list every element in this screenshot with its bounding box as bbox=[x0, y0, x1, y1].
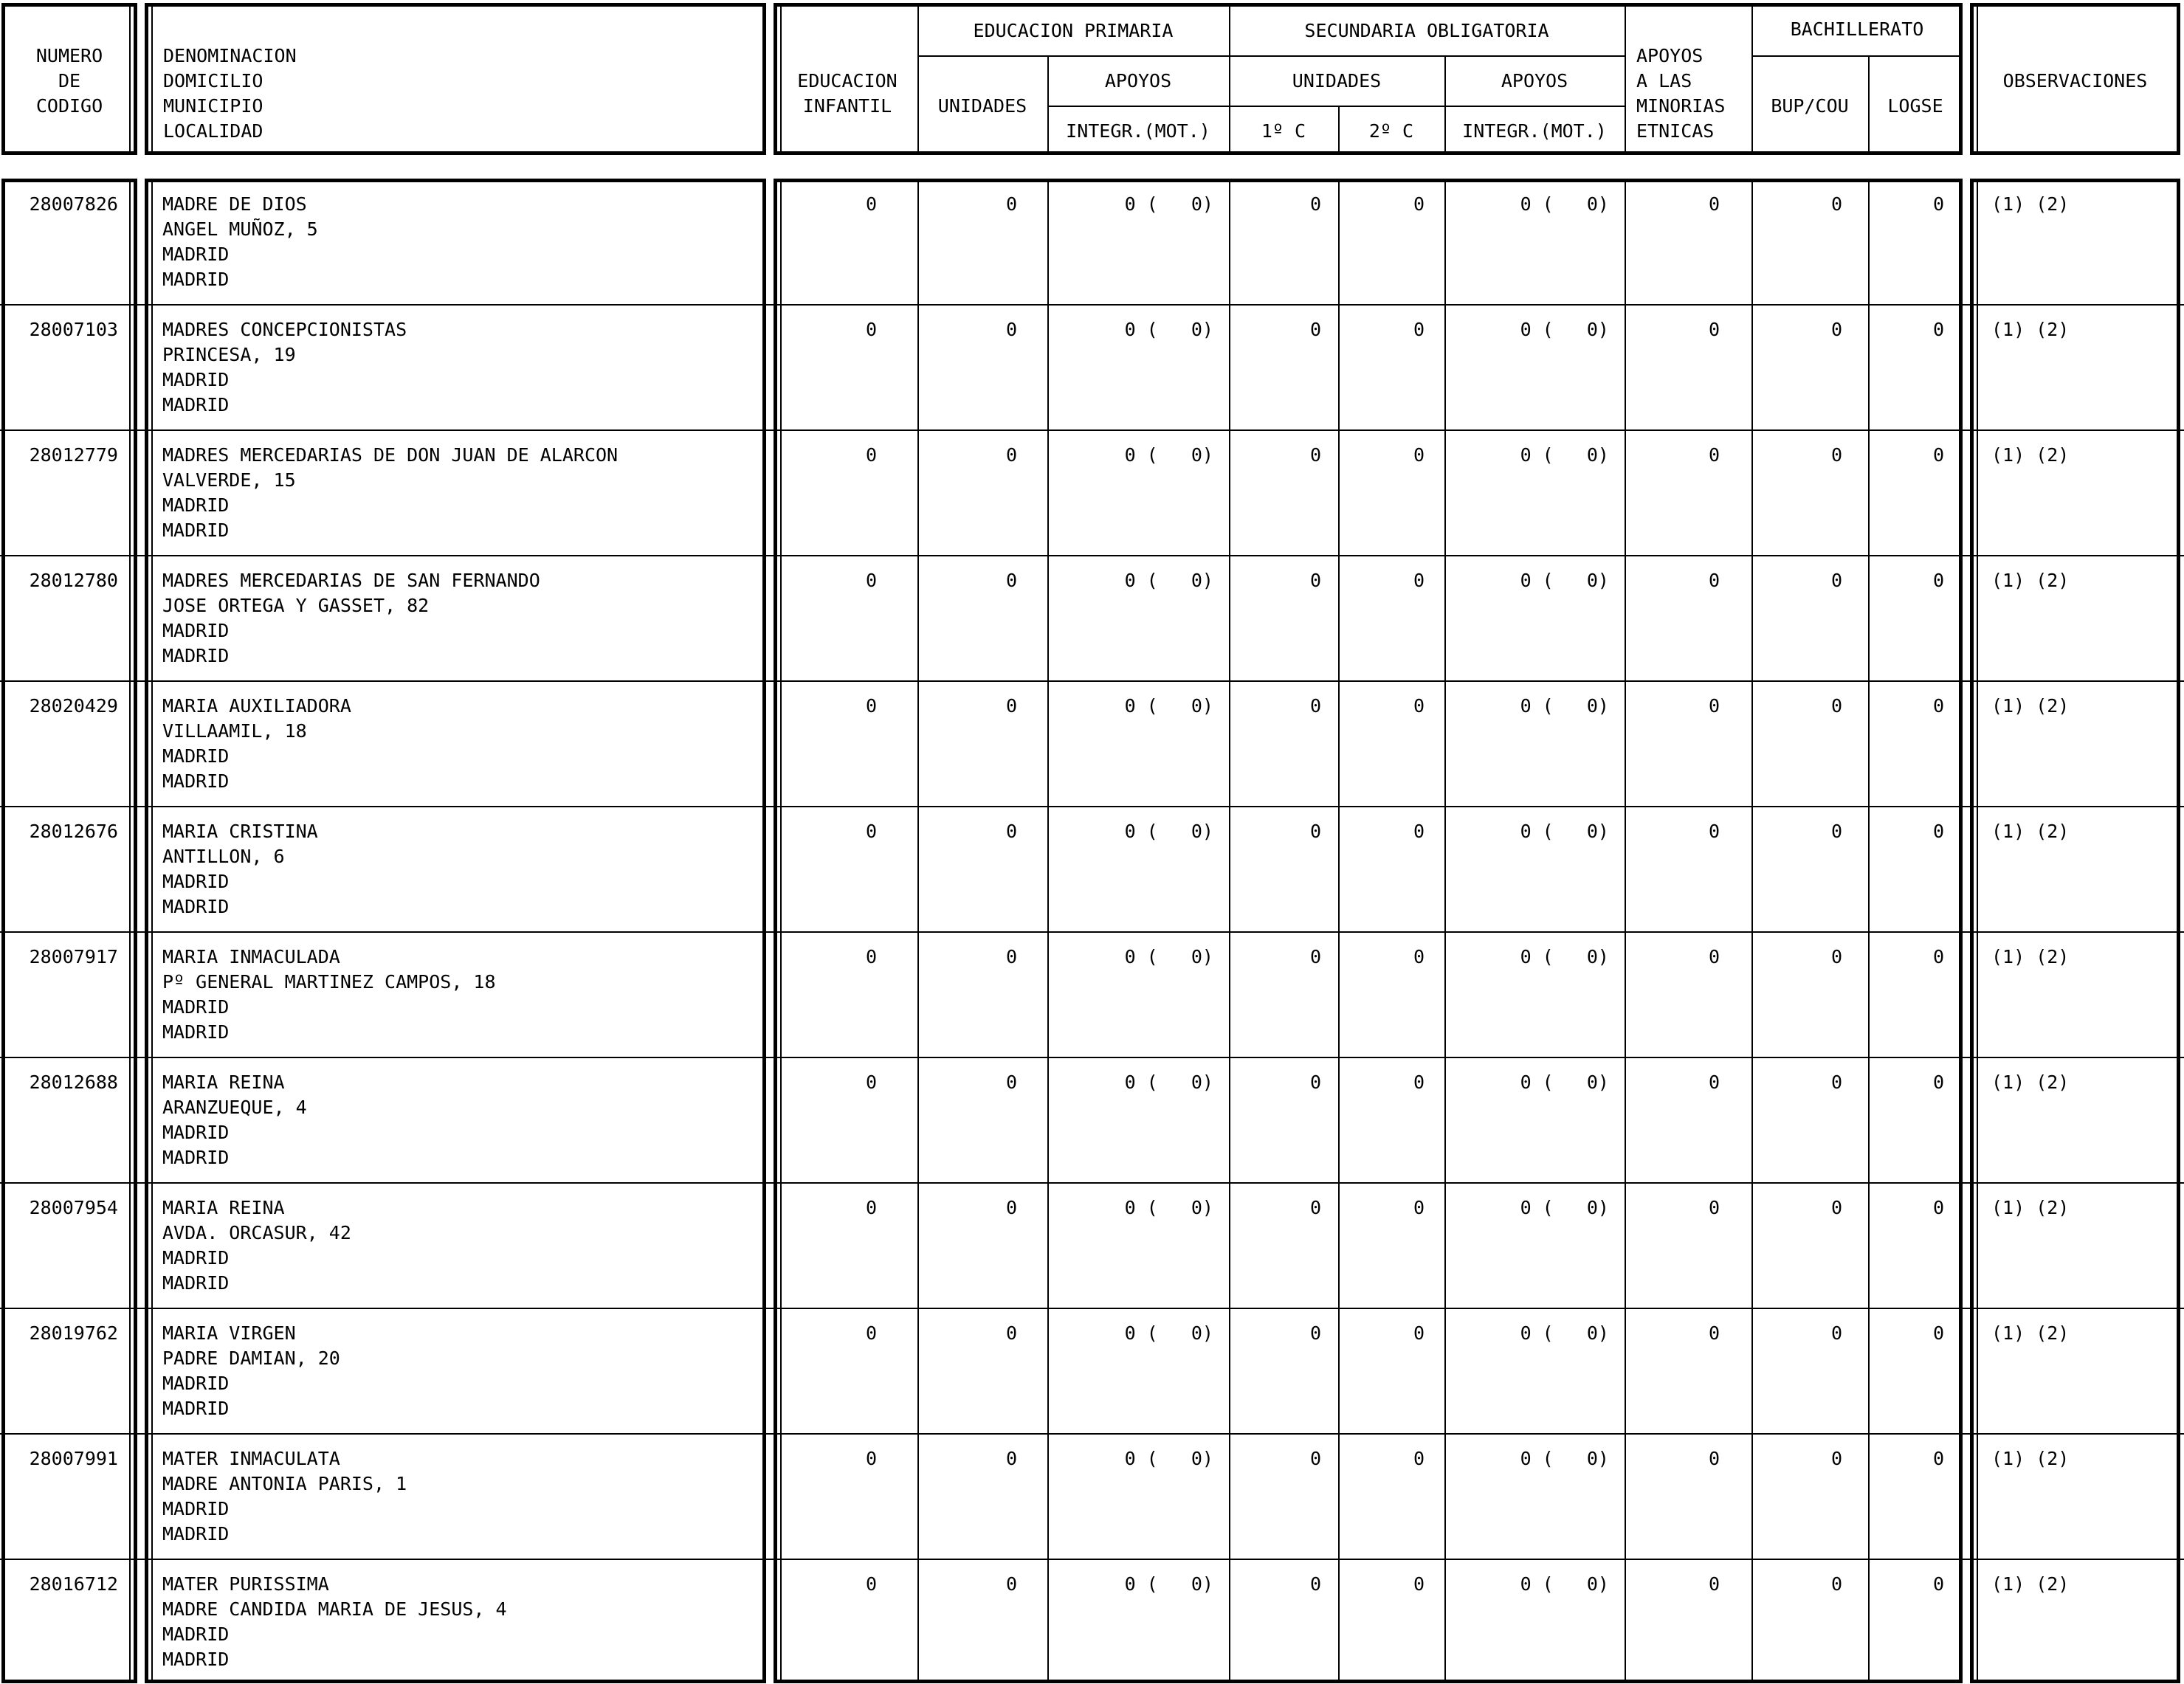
table-row bbox=[0, 429, 2184, 555]
row-prim-integr: 0 ( 0) bbox=[1124, 1072, 1213, 1093]
row-bup: 0 bbox=[1830, 695, 1842, 717]
row-observaciones: (1) (2) bbox=[1991, 193, 2070, 215]
row-sec-2c: 0 bbox=[1413, 319, 1425, 340]
row-municipio: MADRID bbox=[162, 996, 230, 1018]
row-observaciones: (1) (2) bbox=[1991, 1322, 2070, 1344]
row-infantil: 0 bbox=[865, 695, 877, 717]
header-minorias: MINORIAS bbox=[1636, 95, 1726, 117]
row-localidad: MADRID bbox=[162, 394, 230, 415]
row-infantil: 0 bbox=[865, 570, 877, 591]
row-prim-unidades: 0 bbox=[1005, 570, 1017, 591]
row-observaciones: (1) (2) bbox=[1991, 946, 2070, 967]
header-codigo-box bbox=[1, 3, 137, 155]
row-localidad: MADRID bbox=[162, 896, 230, 917]
row-infantil: 0 bbox=[865, 1573, 877, 1595]
row-observaciones: (1) (2) bbox=[1991, 1072, 2070, 1093]
row-logse: 0 bbox=[1932, 1322, 1944, 1344]
row-sec-2c: 0 bbox=[1413, 1322, 1425, 1344]
row-sec-2c: 0 bbox=[1413, 1072, 1425, 1093]
row-sec-1c: 0 bbox=[1309, 1072, 1321, 1093]
header-primaria-apoyos: APOYOS bbox=[1104, 70, 1172, 92]
row-sec-integr: 0 ( 0) bbox=[1520, 946, 1609, 967]
table-row bbox=[0, 304, 2184, 429]
row-observaciones: (1) (2) bbox=[1991, 570, 2070, 591]
header-codigo: CODIGO bbox=[35, 95, 103, 117]
row-prim-unidades: 0 bbox=[1005, 1448, 1017, 1469]
row-observaciones: (1) (2) bbox=[1991, 821, 2070, 842]
row-sec-2c: 0 bbox=[1413, 946, 1425, 967]
table-row bbox=[0, 1308, 2184, 1433]
table-row bbox=[0, 179, 2184, 304]
row-infantil: 0 bbox=[865, 821, 877, 842]
row-nombre: MARIA AUXILIADORA bbox=[162, 695, 351, 717]
row-minorias: 0 bbox=[1708, 1197, 1720, 1218]
row-logse: 0 bbox=[1932, 570, 1944, 591]
row-sec-2c: 0 bbox=[1413, 1448, 1425, 1469]
row-bup: 0 bbox=[1830, 821, 1842, 842]
row-nombre: MATER INMACULATA bbox=[162, 1448, 340, 1469]
header-logse: LOGSE bbox=[1887, 95, 1943, 117]
row-prim-unidades: 0 bbox=[1005, 1197, 1017, 1218]
row-domicilio: MADRE ANTONIA PARIS, 1 bbox=[162, 1473, 407, 1494]
row-sec-integr: 0 ( 0) bbox=[1520, 193, 1609, 215]
row-prim-unidades: 0 bbox=[1005, 1322, 1017, 1344]
row-logse: 0 bbox=[1932, 695, 1944, 717]
row-codigo: 28012779 bbox=[29, 444, 118, 466]
header-sec-integr: INTEGR.(MOT.) bbox=[1462, 120, 1607, 142]
row-codigo: 28020429 bbox=[29, 695, 118, 717]
row-infantil: 0 bbox=[865, 444, 877, 466]
header-numero: NUMERO bbox=[35, 45, 103, 66]
row-codigo: 28012780 bbox=[29, 570, 118, 591]
row-minorias: 0 bbox=[1708, 1573, 1720, 1595]
row-logse: 0 bbox=[1932, 193, 1944, 215]
table-row bbox=[0, 1057, 2184, 1182]
row-minorias: 0 bbox=[1708, 1322, 1720, 1344]
row-sec-integr: 0 ( 0) bbox=[1520, 319, 1609, 340]
row-municipio: MADRID bbox=[162, 1247, 230, 1269]
row-sec-2c: 0 bbox=[1413, 193, 1425, 215]
table-row bbox=[0, 1182, 2184, 1308]
row-bup: 0 bbox=[1830, 946, 1842, 967]
header-denominacion: DENOMINACION bbox=[163, 45, 297, 66]
row-logse: 0 bbox=[1932, 319, 1944, 340]
header-bachillerato: BACHILLERATO bbox=[1790, 18, 1924, 40]
row-sec-1c: 0 bbox=[1309, 570, 1321, 591]
table-header bbox=[0, 3, 2184, 155]
row-codigo: 28007103 bbox=[29, 319, 118, 340]
row-minorias: 0 bbox=[1708, 319, 1720, 340]
row-minorias: 0 bbox=[1708, 570, 1720, 591]
row-sec-1c: 0 bbox=[1309, 695, 1321, 717]
row-sec-integr: 0 ( 0) bbox=[1520, 1322, 1609, 1344]
row-localidad: MADRID bbox=[162, 1523, 230, 1545]
header-niveles-box bbox=[774, 3, 1963, 155]
row-observaciones: (1) (2) bbox=[1991, 319, 2070, 340]
row-prim-integr: 0 ( 0) bbox=[1124, 193, 1213, 215]
row-domicilio: PRINCESA, 19 bbox=[162, 344, 296, 365]
row-codigo: 28007991 bbox=[29, 1448, 118, 1469]
row-nombre: MADRES MERCEDARIAS DE SAN FERNANDO bbox=[162, 570, 540, 591]
row-prim-integr: 0 ( 0) bbox=[1124, 1322, 1213, 1344]
row-codigo: 28007954 bbox=[29, 1197, 118, 1218]
row-sec-1c: 0 bbox=[1309, 444, 1321, 466]
header-a-las: A LAS bbox=[1636, 70, 1692, 92]
table-row bbox=[0, 1559, 2184, 1684]
row-domicilio: AVDA. ORCASUR, 42 bbox=[162, 1222, 351, 1243]
row-municipio: MADRID bbox=[162, 1623, 230, 1645]
row-infantil: 0 bbox=[865, 1072, 877, 1093]
row-municipio: MADRID bbox=[162, 369, 230, 390]
header-secundaria: SECUNDARIA OBLIGATORIA bbox=[1304, 20, 1549, 41]
row-sec-2c: 0 bbox=[1413, 1573, 1425, 1595]
row-codigo: 28012676 bbox=[29, 821, 118, 842]
row-sec-integr: 0 ( 0) bbox=[1520, 695, 1609, 717]
row-sec-2c: 0 bbox=[1413, 695, 1425, 717]
row-domicilio: VALVERDE, 15 bbox=[162, 469, 296, 491]
header-educacion-primaria: EDUCACION PRIMARIA bbox=[973, 20, 1174, 41]
row-logse: 0 bbox=[1932, 1448, 1944, 1469]
row-sec-1c: 0 bbox=[1309, 1573, 1321, 1595]
row-sec-1c: 0 bbox=[1309, 1322, 1321, 1344]
row-municipio: MADRID bbox=[162, 1122, 230, 1143]
row-localidad: MADRID bbox=[162, 645, 230, 666]
header-infantil: INFANTIL bbox=[802, 95, 892, 117]
row-domicilio: ANTILLON, 6 bbox=[162, 846, 285, 867]
row-domicilio: ARANZUEQUE, 4 bbox=[162, 1097, 307, 1118]
row-codigo: 28016712 bbox=[29, 1573, 118, 1595]
row-infantil: 0 bbox=[865, 1448, 877, 1469]
row-sec-1c: 0 bbox=[1309, 1197, 1321, 1218]
row-infantil: 0 bbox=[865, 319, 877, 340]
row-domicilio: Pº GENERAL MARTINEZ CAMPOS, 18 bbox=[162, 971, 496, 993]
row-prim-integr: 0 ( 0) bbox=[1124, 1573, 1213, 1595]
header-apoyos: APOYOS bbox=[1636, 45, 1704, 66]
row-logse: 0 bbox=[1932, 1072, 1944, 1093]
row-prim-integr: 0 ( 0) bbox=[1124, 695, 1213, 717]
row-minorias: 0 bbox=[1708, 946, 1720, 967]
row-prim-integr: 0 ( 0) bbox=[1124, 1448, 1213, 1469]
row-municipio: MADRID bbox=[162, 745, 230, 767]
row-codigo: 28007917 bbox=[29, 946, 118, 967]
row-localidad: MADRID bbox=[162, 770, 230, 792]
row-nombre: MARIA REINA bbox=[162, 1072, 285, 1093]
row-sec-integr: 0 ( 0) bbox=[1520, 444, 1609, 466]
row-bup: 0 bbox=[1830, 193, 1842, 215]
header-de: DE bbox=[58, 70, 81, 92]
row-localidad: MADRID bbox=[162, 1147, 230, 1168]
row-bup: 0 bbox=[1830, 1573, 1842, 1595]
row-prim-integr: 0 ( 0) bbox=[1124, 1197, 1213, 1218]
header-sec-apoyos: APOYOS bbox=[1501, 70, 1568, 92]
row-codigo: 28007826 bbox=[29, 193, 118, 215]
table-body bbox=[0, 179, 2184, 1683]
row-bup: 0 bbox=[1830, 444, 1842, 466]
row-logse: 0 bbox=[1932, 444, 1944, 466]
header-educacion: EDUCACION bbox=[797, 70, 898, 92]
row-logse: 0 bbox=[1932, 1573, 1944, 1595]
row-sec-1c: 0 bbox=[1309, 319, 1321, 340]
header-primaria-unidades: UNIDADES bbox=[937, 95, 1027, 117]
row-localidad: MADRID bbox=[162, 1021, 230, 1043]
row-prim-integr: 0 ( 0) bbox=[1124, 821, 1213, 842]
row-logse: 0 bbox=[1932, 946, 1944, 967]
row-infantil: 0 bbox=[865, 1322, 877, 1344]
header-sec-unidades: UNIDADES bbox=[1292, 70, 1382, 92]
header-denominacion-box bbox=[145, 3, 766, 155]
row-prim-unidades: 0 bbox=[1005, 444, 1017, 466]
table-row bbox=[0, 680, 2184, 806]
row-localidad: MADRID bbox=[162, 1272, 230, 1294]
row-infantil: 0 bbox=[865, 193, 877, 215]
row-codigo: 28019762 bbox=[29, 1322, 118, 1344]
row-localidad: MADRID bbox=[162, 520, 230, 541]
row-sec-integr: 0 ( 0) bbox=[1520, 570, 1609, 591]
row-infantil: 0 bbox=[865, 1197, 877, 1218]
row-prim-unidades: 0 bbox=[1005, 821, 1017, 842]
row-prim-unidades: 0 bbox=[1005, 1072, 1017, 1093]
row-prim-integr: 0 ( 0) bbox=[1124, 319, 1213, 340]
row-prim-unidades: 0 bbox=[1005, 695, 1017, 717]
row-bup: 0 bbox=[1830, 1197, 1842, 1218]
row-localidad: MADRID bbox=[162, 1649, 230, 1670]
row-sec-2c: 0 bbox=[1413, 1197, 1425, 1218]
row-sec-integr: 0 ( 0) bbox=[1520, 1573, 1609, 1595]
row-prim-unidades: 0 bbox=[1005, 319, 1017, 340]
row-domicilio: MADRE CANDIDA MARIA DE JESUS, 4 bbox=[162, 1598, 507, 1620]
row-sec-integr: 0 ( 0) bbox=[1520, 1072, 1609, 1093]
row-sec-1c: 0 bbox=[1309, 821, 1321, 842]
row-observaciones: (1) (2) bbox=[1991, 695, 2070, 717]
row-observaciones: (1) (2) bbox=[1991, 1197, 2070, 1218]
row-localidad: MADRID bbox=[162, 1398, 230, 1419]
row-sec-integr: 0 ( 0) bbox=[1520, 821, 1609, 842]
row-minorias: 0 bbox=[1708, 1448, 1720, 1469]
row-nombre: MADRES CONCEPCIONISTAS bbox=[162, 319, 407, 340]
row-logse: 0 bbox=[1932, 821, 1944, 842]
row-sec-2c: 0 bbox=[1413, 444, 1425, 466]
header-observaciones: OBSERVACIONES bbox=[2002, 70, 2148, 92]
row-sec-1c: 0 bbox=[1309, 1448, 1321, 1469]
row-nombre: MADRES MERCEDARIAS DE DON JUAN DE ALARCON bbox=[162, 444, 619, 466]
row-prim-integr: 0 ( 0) bbox=[1124, 946, 1213, 967]
row-domicilio: PADRE DAMIAN, 20 bbox=[162, 1347, 340, 1369]
row-nombre: MADRE DE DIOS bbox=[162, 193, 307, 215]
table-row bbox=[0, 806, 2184, 931]
row-minorias: 0 bbox=[1708, 193, 1720, 215]
header-sec-1c: 1º C bbox=[1261, 120, 1306, 142]
row-prim-integr: 0 ( 0) bbox=[1124, 570, 1213, 591]
table-row bbox=[0, 1433, 2184, 1559]
row-nombre: MARIA VIRGEN bbox=[162, 1322, 296, 1344]
row-municipio: MADRID bbox=[162, 1498, 230, 1519]
row-nombre: MATER PURISSIMA bbox=[162, 1573, 329, 1595]
row-observaciones: (1) (2) bbox=[1991, 444, 2070, 466]
row-bup: 0 bbox=[1830, 1072, 1842, 1093]
row-municipio: MADRID bbox=[162, 1373, 230, 1394]
row-domicilio: ANGEL MUÑOZ, 5 bbox=[162, 218, 318, 240]
row-minorias: 0 bbox=[1708, 444, 1720, 466]
header-municipio: MUNICIPIO bbox=[163, 95, 263, 117]
header-domicilio: DOMICILIO bbox=[163, 70, 263, 92]
table-row bbox=[0, 931, 2184, 1057]
row-nombre: MARIA REINA bbox=[162, 1197, 285, 1218]
row-sec-1c: 0 bbox=[1309, 193, 1321, 215]
row-logse: 0 bbox=[1932, 1197, 1944, 1218]
row-bup: 0 bbox=[1830, 319, 1842, 340]
row-prim-integr: 0 ( 0) bbox=[1124, 444, 1213, 466]
table-row bbox=[0, 555, 2184, 680]
row-bup: 0 bbox=[1830, 570, 1842, 591]
row-prim-unidades: 0 bbox=[1005, 946, 1017, 967]
header-localidad: LOCALIDAD bbox=[163, 120, 263, 142]
header-primaria-integr: INTEGR.(MOT.) bbox=[1066, 120, 1210, 142]
row-bup: 0 bbox=[1830, 1322, 1842, 1344]
row-municipio: MADRID bbox=[162, 244, 230, 265]
header-etnicas: ETNICAS bbox=[1636, 120, 1715, 142]
row-sec-2c: 0 bbox=[1413, 821, 1425, 842]
row-sec-1c: 0 bbox=[1309, 946, 1321, 967]
row-infantil: 0 bbox=[865, 946, 877, 967]
row-minorias: 0 bbox=[1708, 1072, 1720, 1093]
header-bup-cou: BUP/COU bbox=[1771, 95, 1849, 117]
row-sec-integr: 0 ( 0) bbox=[1520, 1448, 1609, 1469]
row-municipio: MADRID bbox=[162, 871, 230, 892]
row-municipio: MADRID bbox=[162, 620, 230, 641]
row-bup: 0 bbox=[1830, 1448, 1842, 1469]
row-observaciones: (1) (2) bbox=[1991, 1448, 2070, 1469]
row-domicilio: JOSE ORTEGA Y GASSET, 82 bbox=[162, 595, 430, 616]
row-minorias: 0 bbox=[1708, 695, 1720, 717]
row-municipio: MADRID bbox=[162, 494, 230, 516]
header-sec-2c: 2º C bbox=[1368, 120, 1414, 142]
row-sec-integr: 0 ( 0) bbox=[1520, 1197, 1609, 1218]
row-localidad: MADRID bbox=[162, 269, 230, 290]
row-codigo: 28012688 bbox=[29, 1072, 118, 1093]
row-sec-2c: 0 bbox=[1413, 570, 1425, 591]
row-observaciones: (1) (2) bbox=[1991, 1573, 2070, 1595]
row-minorias: 0 bbox=[1708, 821, 1720, 842]
row-nombre: MARIA INMACULADA bbox=[162, 946, 340, 967]
row-domicilio: VILLAAMIL, 18 bbox=[162, 720, 307, 742]
header-observaciones-box bbox=[1970, 3, 2180, 155]
row-prim-unidades: 0 bbox=[1005, 1573, 1017, 1595]
row-prim-unidades: 0 bbox=[1005, 193, 1017, 215]
row-nombre: MARIA CRISTINA bbox=[162, 821, 318, 842]
